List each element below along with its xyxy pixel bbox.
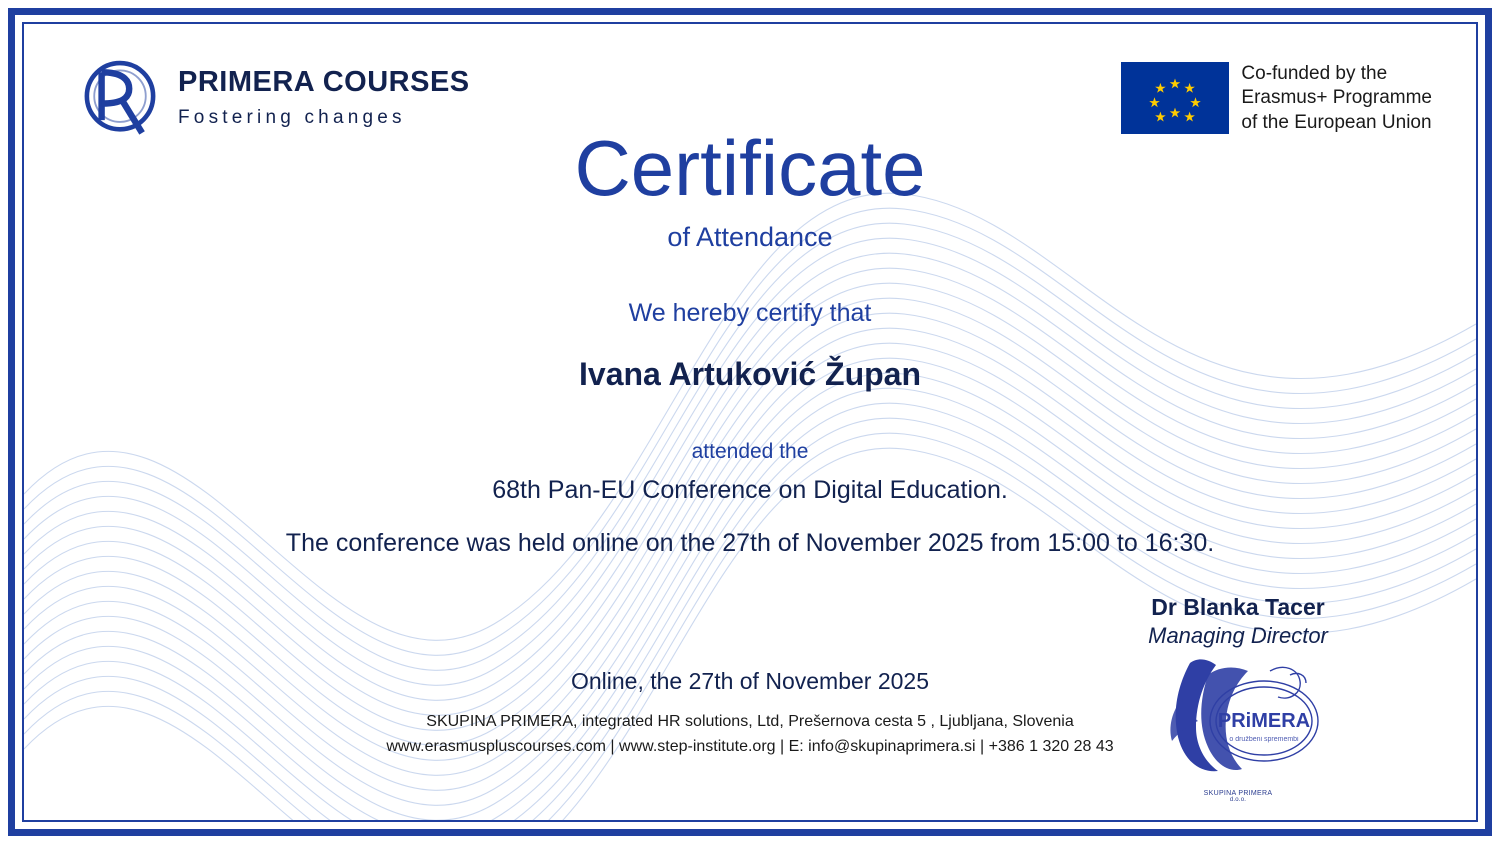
course-name: 68th Pan-EU Conference on Digital Education.: [492, 476, 1008, 504]
company-stamp: [1138, 641, 1338, 801]
certificate-title: Certificate: [574, 124, 926, 212]
eu-flag-icon: [1121, 62, 1229, 134]
certificate-content: [24, 24, 1476, 820]
eu-funding-block: [1121, 62, 1432, 135]
brand-tagline: Fostering changes: [178, 106, 406, 128]
eu-line-2: Erasmus+ Programme: [1241, 87, 1432, 109]
signatory-name: Dr Blanka Tacer: [1151, 594, 1325, 620]
eu-line-3: of the European Union: [1241, 111, 1432, 133]
recipient-name: Ivana Artuković Župan: [579, 356, 921, 392]
primera-stamp-icon: [1138, 641, 1338, 801]
certificate-subtitle: of Attendance: [667, 222, 833, 252]
course-details: The conference was held online on the 27th of November 2025 from 15:00 to 16:30.: [285, 529, 1215, 557]
footer-contacts: www.erasmuspluscourses.com | www.step-institute.org | E: info@skupinaprimera.si | +386 1 320 28 43: [386, 737, 1114, 755]
signatory-role: Managing Director: [1148, 623, 1328, 648]
place-and-date: Online, the 27th of November 2025: [570, 668, 929, 694]
footer-address: SKUPINA PRIMERA, integrated HR solutions, Ltd, Prešernova cesta 5 , Ljubljana, Slovenia: [426, 713, 1074, 730]
eu-funding-text: [1241, 62, 1432, 135]
signature-block: [1088, 594, 1388, 801]
brand-text: [178, 67, 470, 129]
stamp-subtitle: SKUPINA PRIMERA: [1203, 790, 1273, 797]
certify-line: We hereby certify that: [628, 299, 872, 327]
attended-label: attended the: [691, 440, 809, 463]
eu-line-1: Co-funded by the: [1241, 63, 1388, 84]
brand-name: PRIMERA COURSES: [178, 66, 470, 99]
stamp-subtitle-2: d.o.o.: [1229, 797, 1247, 803]
svg-text:o družbeni spremembi: o družbeni spremembi: [1229, 736, 1299, 743]
svg-text:PRiMERA: PRiMERA: [1217, 710, 1311, 732]
